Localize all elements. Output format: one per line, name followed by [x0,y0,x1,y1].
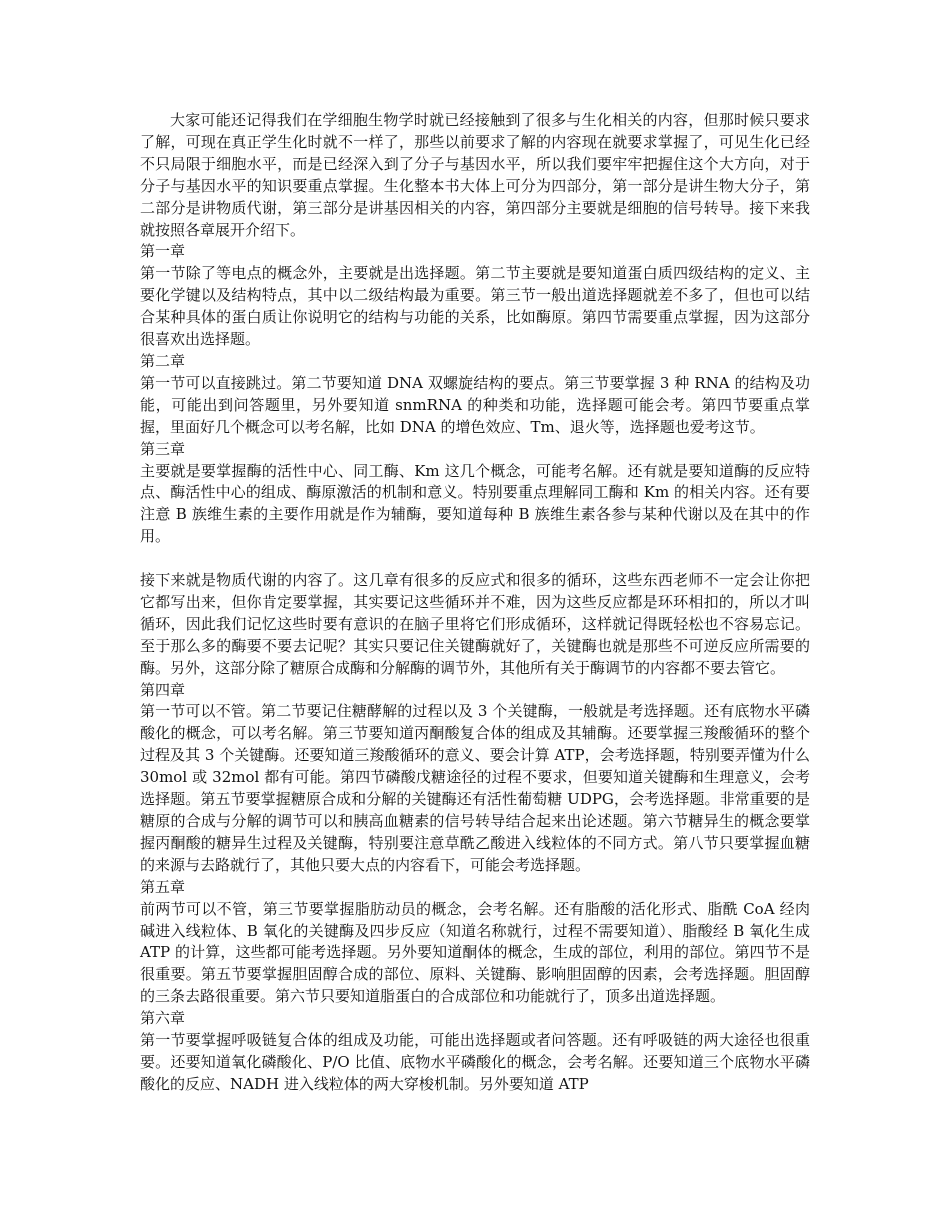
document-page [140,110,810,1096]
chapter-4-body: 第一节可以不管。第二节要记住糖酵解的过程以及 3 个关键酶，一般就是考选择题。还有底物水平磷酸化的概念，可以考名解。第三节要知道丙酮酸复合体的组成及其辅酶。还要掌握三羧酸循环的整个过程及其 3 个关键酶。还要知道三羧酸循环的意义、要会计算 ATP，会考选择题，特别要弄懂为什么 30mol 或 32mol 都有可能。第四节磷酸戊糖途径的过程不要求，但要知道关键酶和生理意义，会考选择题。第五节要掌握糖原合成和分解的关键酶还有活性葡萄糖 UDPG，会考选择题。非常重要的是糖原的合成与分解的调节可以和胰高血糖素的信号转导结合起来出论述题。第六节糖异生的概念要掌握丙酮酸的糖异生过程及关键酶，特别要注意草酰乙酸进入线粒体的不同方式。第八节只要掌握血糖的来源与去路就行了，其他只要大点的内容看下，可能会考选择题。 [140,702,810,874]
chapter-6-body: 第一节要掌握呼吸链复合体的组成及功能，可能出选择题或者问答题。还有呼吸链的两大途径也很重要。还要知道氧化磷酸化、P/O 比值、底物水平磷酸化的概念，会考名解。还要知道三个底物水平磷酸化的反应、NADH 进入线粒体的两大穿梭机制。另外要知道 ATP [140,1031,810,1093]
chapter-5-body: 前两节可以不管，第三节要掌握脂肪动员的概念，会考名解。还有脂酸的活化形式、脂酰 CoA 经肉碱进入线粒体、Β 氧化的关键酶及四步反应（知道名称就行，过程不需要知道）、脂酸经 Β 氧化生成 ATP 的计算，这些都可能考选择题。另外要知道酮体的概念，生成的部位，利用的部位。第四节不是很重要。第五节要掌握胆固醇合成的部位、原料、关键酶、影响胆固醇的因素，会考选择题。胆固醇的三条去路很重要。第六节只要知道脂蛋白的合成部位和功能就行了，顶多出道选择题。 [140,899,810,1006]
chapter-2-body: 第一节可以直接跳过。第二节要知道 DNA 双螺旋结构的要点。第三节要掌握 3 种 RNA 的结构及功能，可能出到问答题里，另外要知道 snmRNA 的种类和功能，选择题可能会考。第四节要重点掌握，里面好几个概念可以考名解，比如 DNA 的增色效应、Tm、退火等，选择题也爱考这节。 [140,373,810,436]
metabolism-intro-paragraph: 接下来就是物质代谢的内容了。这几章有很多的反应式和很多的循环，这些东西老师不一定会让你把它都写出来，但你肯定要掌握，其实要记这些循环并不难，因为这些反应都是环环相扣的，所以才叫循环，因此我们记忆这些时要有意识的在脑子里将它们形成循环，这样就记得既轻松也不容易忘记。至于那么多的酶要不要去记呢？其实只要记住关键酶就好了，关键酶也就是那些不可逆反应所需要的酶。另外，这部分除了糖原合成酶和分解酶的调节外，其他所有关于酶调节的内容都不要去管它。 [140,571,810,677]
chapter-3-heading: 第三章 [140,439,186,458]
chapter-2-heading: 第二章 [140,351,186,370]
chapter-1-heading: 第一章 [140,242,186,261]
chapter-4-heading: 第四章 [140,680,186,699]
paragraph-spacer [140,548,810,570]
chapter-5-heading: 第五章 [140,877,186,896]
chapter-1-body: 第一节除了等电点的概念外，主要就是出选择题。第二节主要就是要知道蛋白质四级结构的定义、主要化学键以及结构特点，其中以二级结构最为重要。第三节一般出道选择题就差不多了，但也可以结合某种具体的蛋白质让你说明它的结构与功能的关系，比如酶原。第四节需要重点掌握，因为这部分很喜欢出选择题。 [140,264,810,349]
chapter-6-heading: 第六章 [140,1009,186,1028]
chapter-3-body: 主要就是要掌握酶的活性中心、同工酶、Km 这几个概念，可能考名解。还有就是要知道酶的反应特点、酶活性中心的组成、酶原激活的机制和意义。特别要重点理解同工酶和 Km 的相关内容。还有要注意 B 族维生素的主要作用就是作为辅酶，要知道每种 B 族维生素各参与某种代谢以及在其中的作用。 [140,461,810,546]
intro-paragraph: 大家可能还记得我们在学细胞生物学时就已经接触到了很多与生化相关的内容，但那时候只要求了解，可现在真正学生化时就不一样了，那些以前要求了解的内容现在就要求掌握了，可见生化已经不只局限于细胞水平，而是已经深入到了分子与基因水平，所以我们要牢牢把握住这个大方向，对于分子与基因水平的知识要重点掌握。生化整本书大体上可分为四部分，第一部分是讲生物大分子，第二部分是讲物质代谢，第三部分是讲基因相关的内容，第四部分主要就是细胞的信号转导。接下来我就按照各章展开介绍下。 [140,111,810,239]
